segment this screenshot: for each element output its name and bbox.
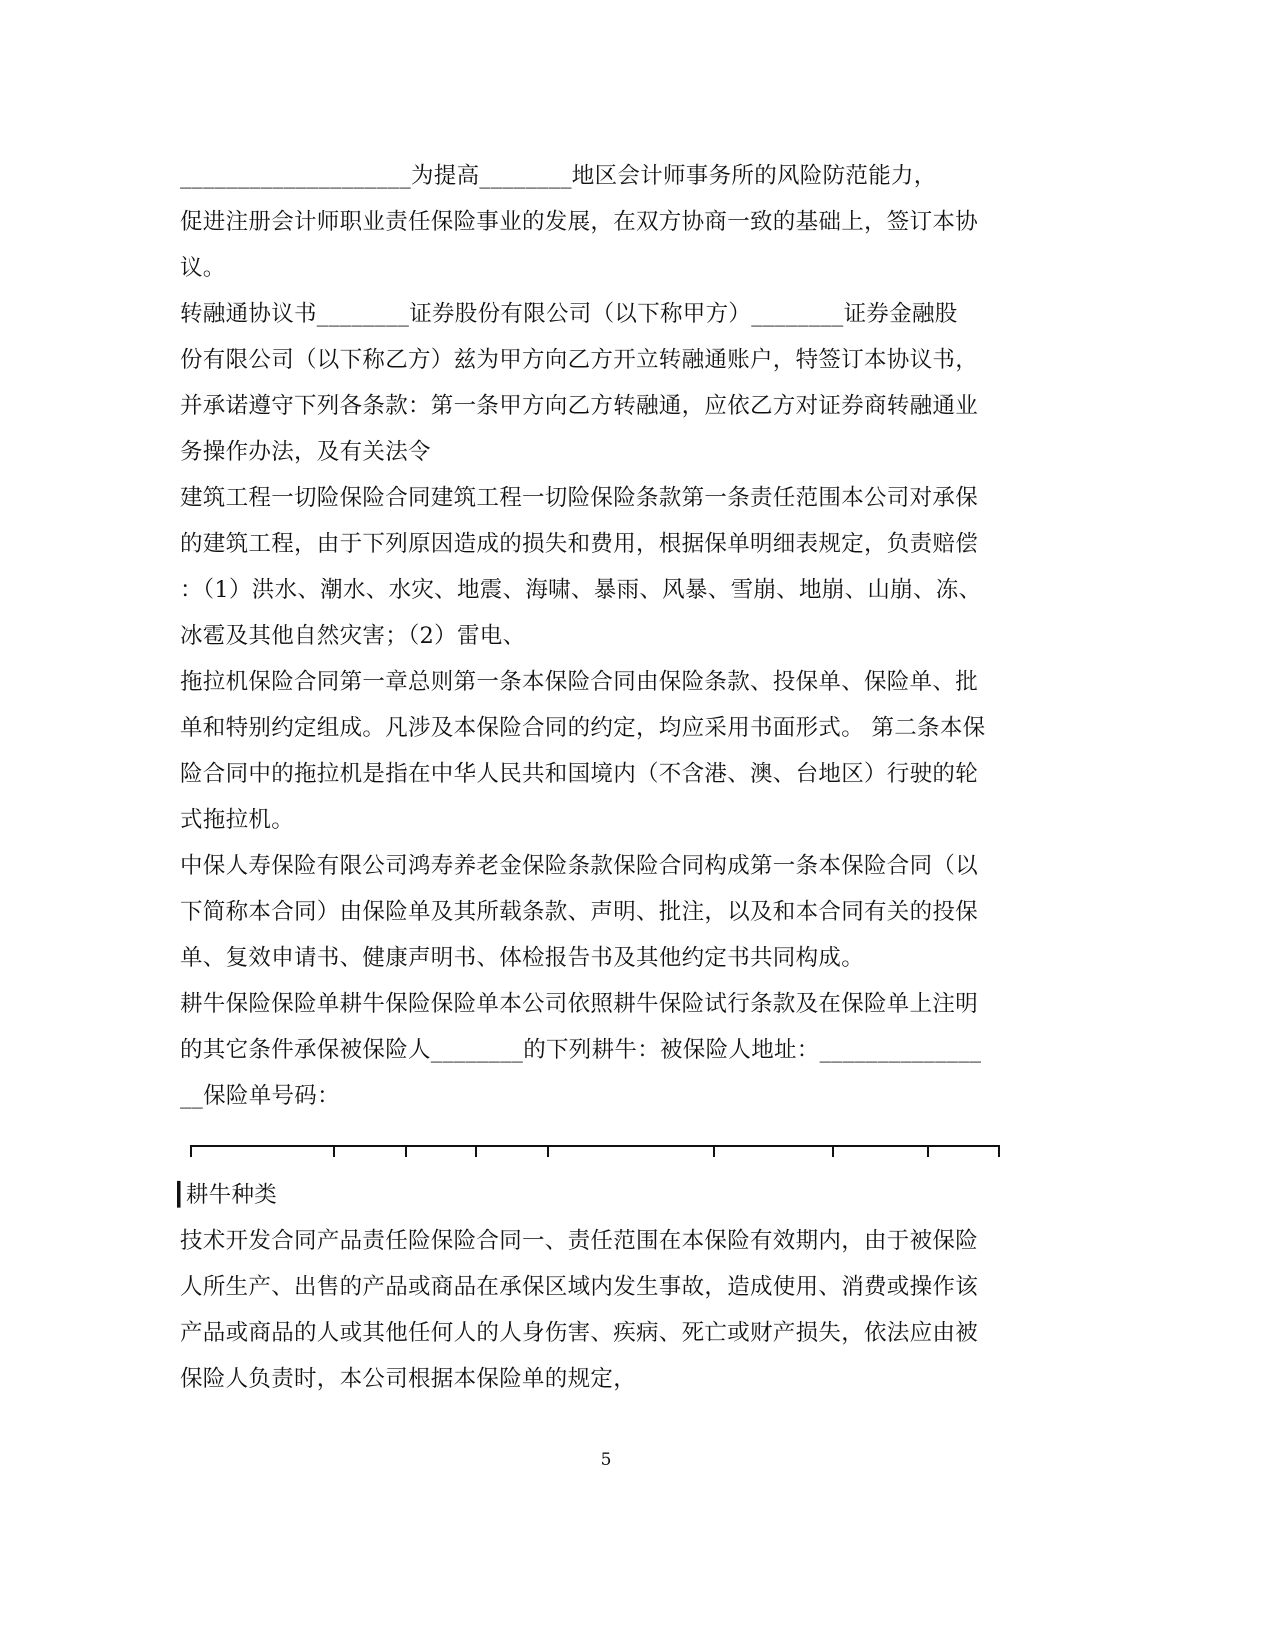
table-column-tick <box>190 1145 192 1157</box>
table-column-tick <box>547 1145 549 1157</box>
text-line: 的其它条件承保被保险人________的下列耕牛：被保险人地址：______________ <box>180 1037 982 1063</box>
table-column-tick <box>475 1145 477 1157</box>
table-top-border <box>190 1145 1000 1147</box>
text-line: 并承诺遵守下列各条款：第一条甲方向乙方转融通，应依乙方对证券商转融通业 <box>180 393 979 419</box>
text-line: 式拖拉机。 <box>180 807 295 833</box>
text-line: 建筑工程一切险保险合同建筑工程一切险保险条款第一条责任范围本公司对承保 <box>180 485 979 511</box>
table-border-row <box>190 1145 1000 1159</box>
text-line: 单和特别约定组成。凡涉及本保险合同的约定，均应采用书面形式。 第二条本保 <box>180 715 986 741</box>
text-line: 单、复效申请书、健康声明书、体检报告书及其他约定书共同构成。 <box>180 945 865 971</box>
table-column-tick <box>713 1145 715 1157</box>
text-line: 的建筑工程，由于下列原因造成的损失和费用，根据保单明细表规定，负责赔偿 <box>180 531 979 557</box>
text-line: 议。 <box>180 255 226 281</box>
text-line: 务操作办法，及有关法令 <box>180 439 431 465</box>
text-line: 保险人负责时，本公司根据本保险单的规定， <box>180 1366 637 1392</box>
text-line: 产品或商品的人或其他任何人的人身伤害、疾病、死亡或财产损失，依法应由被 <box>180 1320 979 1346</box>
text-line: 份有限公司（以下称乙方）兹为甲方向乙方开立转融通账户，特签订本协议书， <box>180 347 979 373</box>
text-line: ____________________为提高________地区会计师事务所的风险防范能力， <box>180 163 937 189</box>
table-column-tick <box>832 1145 834 1157</box>
text-line: ┃耕牛种类 <box>172 1182 278 1208</box>
table-column-tick <box>927 1145 929 1157</box>
table-column-tick <box>333 1145 335 1157</box>
text-line: ：（1）洪水、潮水、水灾、地震、海啸、暴雨、风暴、雪崩、地崩、山崩、冻、 <box>180 577 982 603</box>
text-line: 拖拉机保险合同第一章总则第一条本保险合同由保险条款、投保单、保险单、批 <box>180 669 979 695</box>
text-line: 促进注册会计师职业责任保险事业的发展，在双方协商一致的基础上，签订本协 <box>180 209 979 235</box>
text-line: __保险单号码： <box>180 1083 340 1109</box>
page-number: 5 <box>600 1450 612 1470</box>
text-line: 人所生产、出售的产品或商品在承保区域内发生事故，造成使用、消费或操作该 <box>180 1274 979 1300</box>
text-line: 险合同中的拖拉机是指在中华人民共和国境内（不含港、澳、台地区）行驶的轮 <box>180 761 979 787</box>
text-line: 中保人寿保险有限公司鸿寿养老金保险条款保险合同构成第一条本保险合同（以 <box>180 853 979 879</box>
text-line: 技术开发合同产品责任险保险合同一、责任范围在本保险有效期内，由于被保险 <box>180 1228 979 1254</box>
table-column-tick <box>998 1145 1000 1157</box>
table-column-tick <box>405 1145 407 1157</box>
text-line: 下简称本合同）由保险单及其所载条款、声明、批注，以及和本合同有关的投保 <box>180 899 979 925</box>
text-line: 转融通协议书________证券股份有限公司（以下称甲方）________证券金融股 <box>180 301 958 327</box>
text-line: 耕牛保险保险单耕牛保险保险单本公司依照耕牛保险试行条款及在保险单上注明 <box>180 991 979 1017</box>
text-line: 冰雹及其他自然灾害；（2）雷电、 <box>180 623 526 649</box>
